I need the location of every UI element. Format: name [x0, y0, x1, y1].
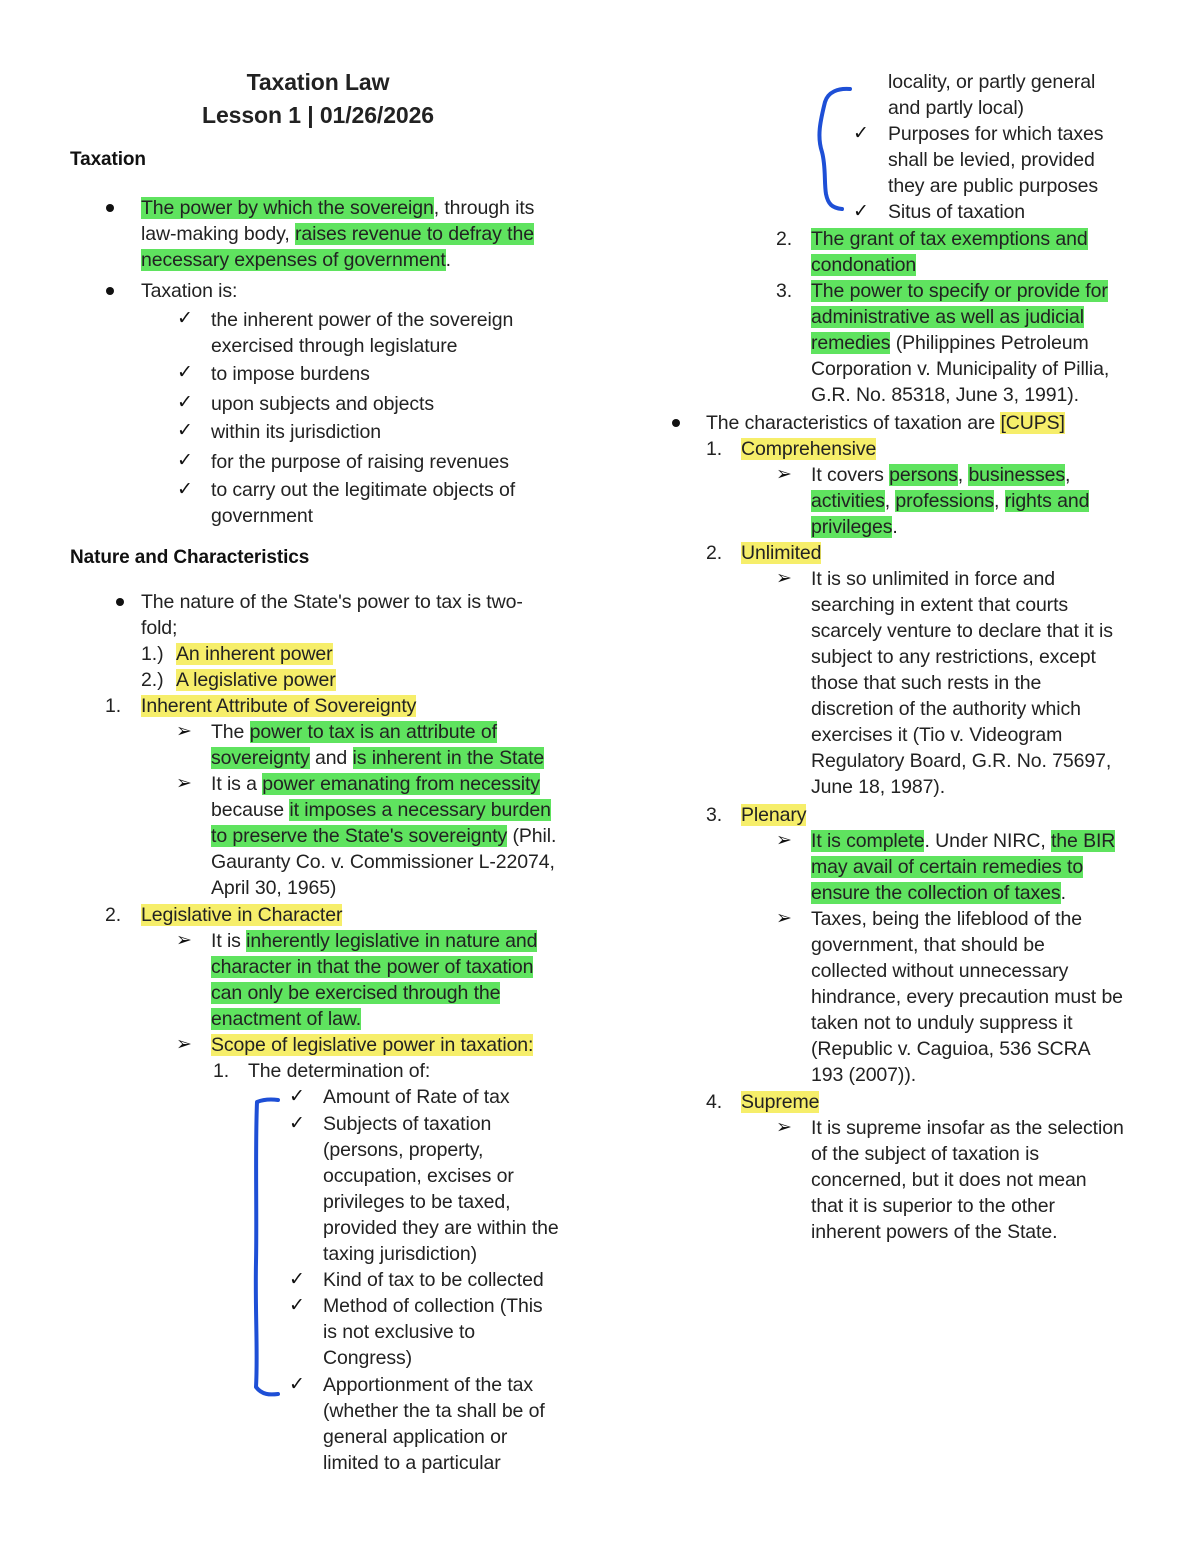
bullet-icon	[672, 419, 680, 427]
check-item: Apportionment of the tax	[323, 1374, 534, 1396]
body-line: discretion of the authority which	[811, 698, 1081, 720]
check-icon: ✓	[177, 308, 193, 329]
section-heading-taxation: Taxation	[70, 149, 146, 170]
check-item: Situs of taxation	[888, 201, 1026, 223]
body-line: It is inherently legislative in nature and	[211, 930, 538, 952]
check-item: exercised through legislature	[211, 335, 458, 357]
check-item: is not exclusive to	[323, 1321, 476, 1343]
sub-item: A legislative power	[176, 669, 336, 691]
check-item: Amount of Rate of tax	[323, 1086, 510, 1108]
document-title: Taxation Law	[246, 69, 390, 95]
item-number: 2.	[706, 542, 723, 564]
check-item: general application or	[323, 1426, 508, 1448]
taxation-is-label: Taxation is:	[141, 280, 238, 302]
body-line: may avail of certain remedies to	[811, 856, 1084, 878]
check-item: privileges to be taxed,	[323, 1191, 511, 1213]
item-heading: Comprehensive	[741, 438, 877, 460]
check-item: occupation, excises or	[323, 1165, 514, 1187]
body-line: Regulatory Board, G.R. No. 75697,	[811, 750, 1112, 772]
body-line: The power to tax is an attribute of	[211, 721, 497, 743]
body-line: searching in extent that courts	[811, 594, 1069, 616]
body-line: scarcely venture to declare that it is	[811, 620, 1113, 642]
body-line: exercises it (Tio v. Videogram	[811, 724, 1063, 746]
arrow-icon: ➢	[176, 930, 192, 951]
definition-line: The power by which the sovereign, through its	[141, 197, 535, 219]
item-number: 1.	[706, 438, 723, 460]
body-line: can only be exercised through the	[211, 982, 501, 1004]
body-line: privileges.	[811, 516, 898, 538]
check-icon: ✓	[289, 1113, 305, 1134]
body-line: concerned, but it does not mean	[811, 1169, 1087, 1191]
body-line: G.R. No. 85318, June 3, 1991).	[811, 384, 1080, 406]
check-icon: ✓	[177, 479, 193, 500]
body-line: It is a power emanating from necessity	[211, 773, 540, 795]
body-line: It is complete. Under NIRC, the BIR	[811, 830, 1116, 852]
bullet-icon	[106, 287, 114, 295]
check-item: limited to a particular	[323, 1452, 501, 1474]
check-icon: ✓	[289, 1374, 305, 1395]
body-line: sovereignty and is inherent in the State	[211, 747, 545, 769]
check-item: (persons, property,	[323, 1139, 484, 1161]
characteristics-line: The characteristics of taxation are [CUPS]	[706, 412, 1065, 434]
body-line: character in that the power of taxation	[211, 956, 534, 978]
body-line: 193 (2007)).	[811, 1064, 917, 1086]
blue-brace-annotation	[812, 82, 862, 218]
body-line: It is supreme insofar as the selection	[811, 1117, 1124, 1139]
body-line: remedies (Philippines Petroleum	[811, 332, 1089, 354]
check-item: Purposes for which taxes	[888, 123, 1104, 145]
document-subtitle: Lesson 1 | 01/26/2026	[202, 102, 434, 128]
body-line: June 18, 1987).	[811, 776, 946, 798]
check-icon: ✓	[853, 123, 869, 144]
arrow-icon: ➢	[176, 721, 192, 742]
check-item: shall be levied, provided	[888, 149, 1095, 171]
check-item: Method of collection (This	[323, 1295, 543, 1317]
check-icon: ✓	[289, 1086, 305, 1107]
check-item: they are public purposes	[888, 175, 1099, 197]
section-heading-nature: Nature and Characteristics	[70, 547, 310, 568]
item-heading: Legislative in Character	[141, 904, 343, 926]
item-number: 1.	[213, 1060, 230, 1082]
check-icon: ✓	[177, 450, 193, 471]
arrow-icon: ➢	[776, 830, 792, 851]
check-icon: ✓	[177, 392, 193, 413]
body-line: The power to specify or provide for	[811, 280, 1108, 302]
body-line: enactment of law.	[211, 1008, 362, 1030]
body-line: collected without unnecessary	[811, 960, 1069, 982]
item-number: 4.	[706, 1091, 723, 1113]
body-line: those that such rests in the	[811, 672, 1042, 694]
sub-number: 2.)	[141, 669, 164, 691]
body-line: subject to any restrictions, except	[811, 646, 1096, 668]
check-item: (whether the ta shall be of	[323, 1400, 545, 1422]
item-number: 3.	[776, 280, 793, 302]
body-line: Gauranty Co. v. Commissioner L-22074,	[211, 851, 555, 873]
body-line: April 30, 1965)	[211, 877, 337, 899]
arrow-icon: ➢	[776, 1117, 792, 1138]
check-item: taxing jurisdiction)	[323, 1243, 478, 1265]
item-number: 1.	[105, 695, 122, 717]
check-item: Kind of tax to be collected	[323, 1269, 544, 1291]
body-line: of the subject of taxation is	[811, 1143, 1039, 1165]
arrow-icon: ➢	[176, 1034, 192, 1055]
bullet-icon	[106, 204, 114, 212]
check-item: government	[211, 505, 313, 527]
blue-bracket-annotation	[248, 1092, 288, 1402]
body-line: government, that should be	[811, 934, 1045, 956]
body-line: condonation	[811, 254, 917, 276]
item-number: 2.	[776, 228, 793, 250]
body-line: to preserve the State's sovereignty (Phil.	[211, 825, 557, 847]
check-item: to carry out the legitimate objects of	[211, 479, 516, 501]
item-heading: Inherent Attribute of Sovereignty	[141, 695, 417, 717]
arrow-icon: ➢	[776, 908, 792, 929]
body-line: ensure the collection of taxes.	[811, 882, 1066, 904]
check-item: and partly local)	[888, 97, 1024, 119]
check-icon: ✓	[289, 1269, 305, 1290]
definition-line: necessary expenses of government.	[141, 249, 451, 271]
body-line: It is so unlimited in force and	[811, 568, 1056, 590]
check-item: upon subjects and objects	[211, 393, 434, 415]
sub-item: An inherent power	[176, 643, 333, 665]
check-item: to impose burdens	[211, 363, 370, 385]
body-line: The grant of tax exemptions and	[811, 228, 1088, 250]
definition-line: law-making body, raises revenue to defray the	[141, 223, 534, 245]
item-heading: Plenary	[741, 804, 807, 826]
body-line: taken not to unduly suppress it	[811, 1012, 1073, 1034]
item-heading: Supreme	[741, 1091, 820, 1113]
check-item: for the purpose of raising revenues	[211, 451, 509, 473]
arrow-icon: ➢	[776, 464, 792, 485]
body-line: The determination of:	[248, 1060, 431, 1082]
check-icon: ✓	[853, 201, 869, 222]
body-line: administrative as well as judicial	[811, 306, 1084, 328]
check-icon: ✓	[177, 420, 193, 441]
check-icon: ✓	[177, 362, 193, 383]
sub-number: 1.)	[141, 643, 164, 665]
check-item: provided they are within the	[323, 1217, 559, 1239]
body-line: Scope of legislative power in taxation:	[211, 1034, 534, 1056]
nature-line: The nature of the State's power to tax is two-	[141, 591, 523, 613]
arrow-icon: ➢	[776, 568, 792, 589]
arrow-icon: ➢	[176, 773, 192, 794]
check-item: within its jurisdiction	[211, 421, 382, 443]
check-item: Subjects of taxation	[323, 1113, 492, 1135]
item-number: 2.	[105, 904, 122, 926]
body-line: that it is superior to the other	[811, 1195, 1055, 1217]
body-line: It covers persons, businesses,	[811, 464, 1071, 486]
item-number: 3.	[706, 804, 723, 826]
nature-line: fold;	[141, 617, 178, 639]
body-line: hindrance, every precaution must be	[811, 986, 1123, 1008]
bullet-icon	[116, 598, 124, 606]
item-heading: Unlimited	[741, 542, 822, 564]
check-icon: ✓	[289, 1295, 305, 1316]
check-item: the inherent power of the sovereign	[211, 309, 514, 331]
body-line: Taxes, being the lifeblood of the	[811, 908, 1082, 930]
body-line: inherent powers of the State.	[811, 1221, 1058, 1243]
check-item: locality, or partly general	[888, 71, 1096, 93]
body-line: Corporation v. Municipality of Pillia,	[811, 358, 1110, 380]
body-line: because it imposes a necessary burden	[211, 799, 551, 821]
check-item: Congress)	[323, 1347, 413, 1369]
body-line: activities, professions, rights and	[811, 490, 1090, 512]
body-line: (Republic v. Caguioa, 536 SCRA	[811, 1038, 1091, 1060]
